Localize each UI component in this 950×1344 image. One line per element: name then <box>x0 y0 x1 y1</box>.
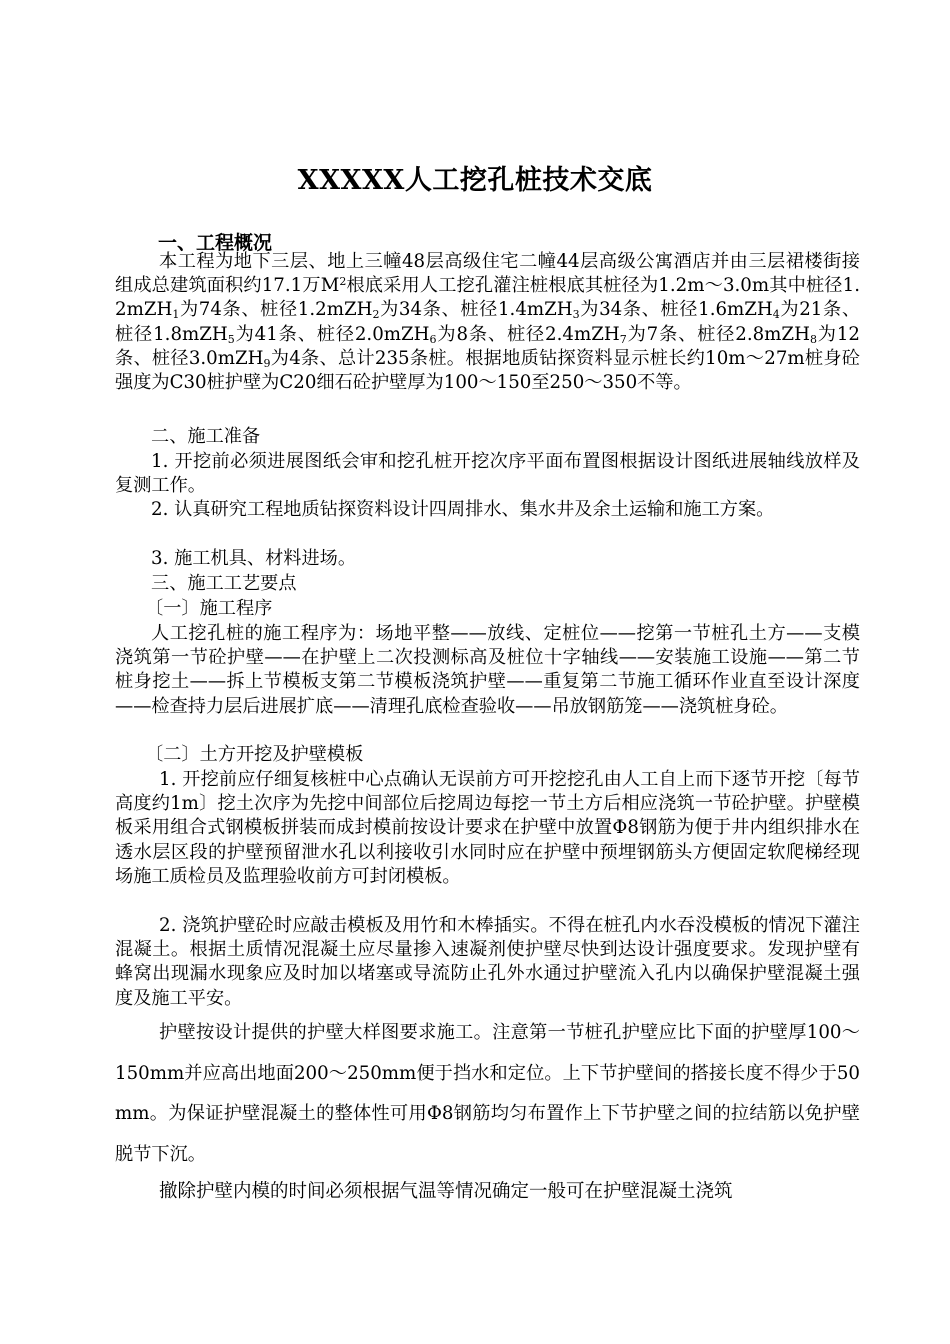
preparation-item-3: 3. 施工机具、材料进场。 <box>151 548 357 569</box>
retaining-wall-paragraph: 护壁按设计提供的护壁大样图要求施工。注意第一节桩孔护壁应比下面的护壁厚100～150mm并应高出地面200～250mm便于挡水和定位。上下节护壁间的搭接长度不得少于50mm。为保证护壁混凝土的整体性可用Φ8钢筋均匀布置作上下节护壁之间的拉结筋以免护壁脱节下沉。 <box>115 1022 860 1165</box>
formwork-removal-paragraph: 撤除护壁内模的时间必须根据气温等情况确定一般可在护壁混凝土浇筑 <box>159 1181 733 1202</box>
subsection-heading-excavation: 〔二〕土方开挖及护壁模板 <box>145 744 364 765</box>
section-heading-process: 三、施工工艺要点 <box>151 573 297 594</box>
procedure-paragraph: 人工挖孔桩的施工程序为：场地平整——放线、定桩位——挖第一节桩孔土方——支模浇筑第一节砼护壁——在护壁上二次投测标高及桩位十字轴线——安装施工设施——第二节桩身挖土——拆上节模板支第二节模板浇筑护壁——重复第二节施工循环作业直至设计深度——检查持力层后进展扩底——清理孔底检查验收——吊放钢筋笼——浇筑桩身砼。 <box>115 623 860 717</box>
excavation-paragraph-2: 2. 浇筑护壁砼时应敲击模板及用竹和木棒插实。不得在桩孔内水吞没模板的情况下灌注混凝土。根据土质情况混凝土应尽量掺入速凝剂使护壁尽快到达设计强度要求。发现护壁有蜂窝出现漏水现象应及时加以堵塞或导流防止孔外水通过护壁流入孔内以确保护壁混凝土强度及施工平安。 <box>115 915 860 1009</box>
overview-paragraph: 本工程为地下三层、地上三幢48层高级住宅二幢44层高级公寓酒店并由三层裙楼街接组成总建筑面积约17.1万$M^2$根底采用人工挖孔灌注桩根底其桩径为1.2m～3.0m其中桩径1.2mZH$_1$为74条、桩径1.2mZH$_2$为34条、桩径1.4mZH$_3$为34条、桩径1.6mZH$_4$为21条、桩径1.8mZH$_5$为41条、桩径2.0mZH$_6$为8条、桩径2.4mZH$_7$为7条、桩径2.8mZH$_8$为12条、桩径3.0mZH$_9$为4条、总计235条桩。根据地质钻探资料显示桩长约10m～27m桩身砼强度为C30桩护壁为C20细石砼护壁厚为100～150至250～350不等。 <box>115 251 861 394</box>
preparation-item-2: 2. 认真研究工程地质钻探资料设计四周排水、集水井及余土运输和施工方案。 <box>151 499 775 520</box>
subsection-heading-procedure: 〔一〕施工程序 <box>145 598 273 619</box>
document-title: XXXXX人工挖孔桩技术交底 <box>297 165 653 196</box>
section-heading-preparation: 二、施工准备 <box>151 426 261 447</box>
excavation-paragraph-1: 1. 开挖前应仔细复核桩中心点确认无误前方可开挖挖孔由人工自上而下逐节开挖〔每节高度约1m〕挖土次序为先挖中间部位后挖周边每挖一节土方后相应浇筑一节砼护壁。护壁模板采用组合式钢模板拼装而成封模前按设计要求在护壁中放置Φ8钢筋为便于井内组织排水在透水层区段的护壁预留泄水孔以利接收引水同时应在护壁中预埋钢筋头方便固定软爬梯经现场施工质检员及监理验收前方可封闭模板。 <box>115 769 860 887</box>
preparation-item-1: 1. 开挖前必须进展图纸会审和挖孔桩开挖次序平面布置图根据设计图纸进展轴线放样及复测工作。 <box>115 451 860 497</box>
section-heading-overview: 一、工程概况 <box>158 232 273 254</box>
